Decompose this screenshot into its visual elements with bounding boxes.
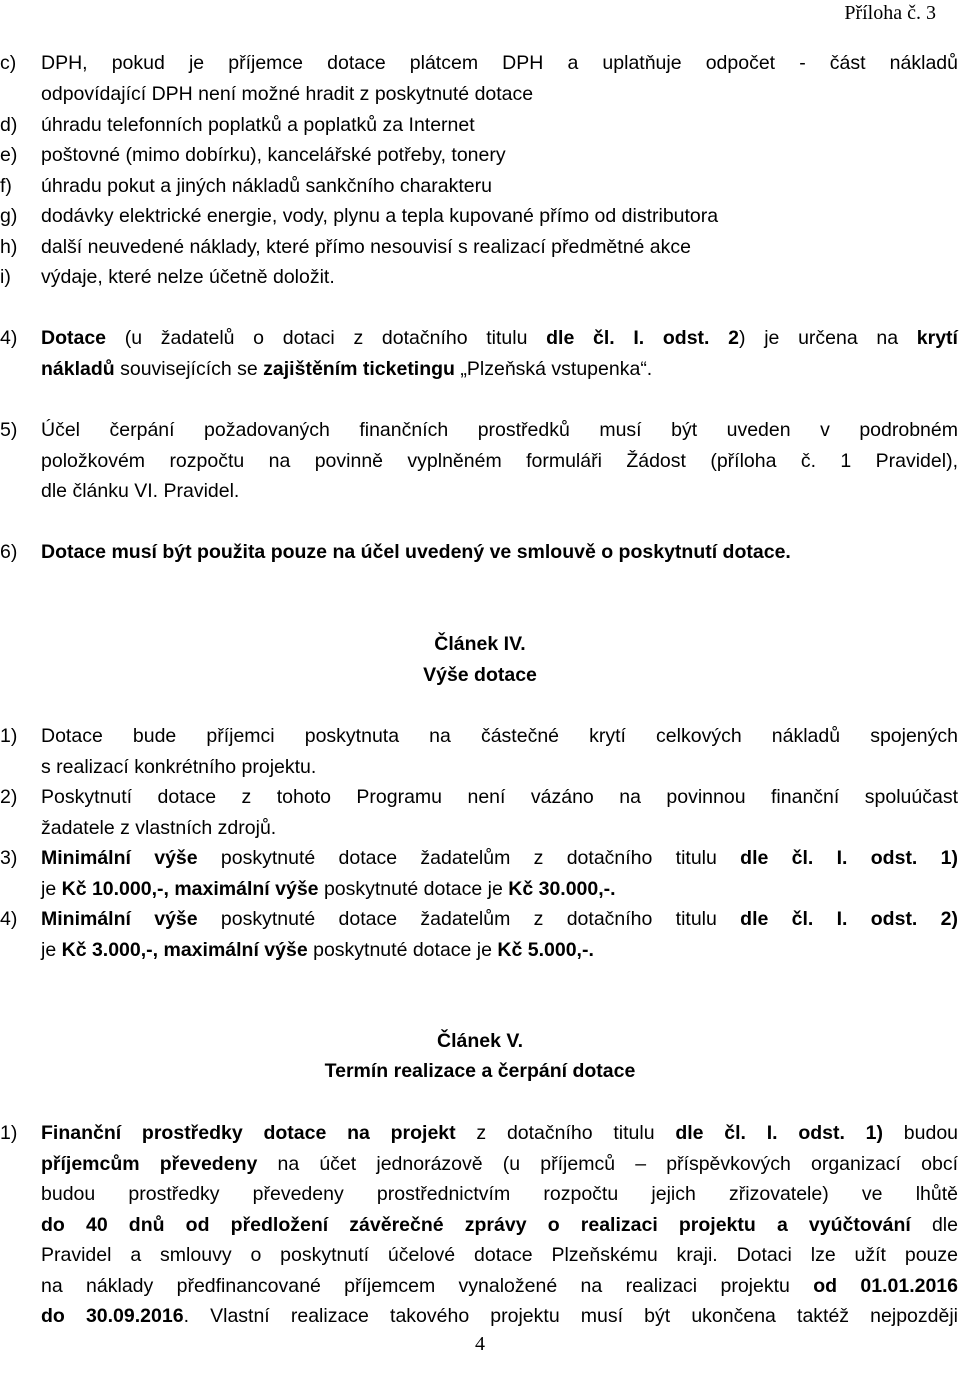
annex-label: Příloha č. 3 <box>844 2 936 24</box>
item-marker: 3) <box>0 847 18 869</box>
list-marker: i) <box>0 266 11 288</box>
paragraph-text <box>41 415 958 507</box>
article-heading: Článek V. <box>437 1030 523 1052</box>
item-marker: 2) <box>0 786 18 808</box>
paragraph-line: nákladů souvisejících se zajištěním ticketingu „Plzeňská vstupenka“. <box>41 357 653 380</box>
item-line: Minimální výše poskytnuté dotace žadatelům z dotačního titulu dle čl. I. odst. 2) <box>41 908 958 930</box>
list-text: poštovné (mimo dobírku), kancelářské potřeby, tonery <box>41 144 506 166</box>
item-line: Poskytnutí dotace z tohoto Programu není vázáno na povinnou finanční spoluúčast <box>41 786 958 808</box>
article-title: Výše dotace <box>423 664 537 686</box>
article-title: Termín realizace a čerpání dotace <box>324 1060 636 1082</box>
list-marker: d) <box>0 114 18 136</box>
paragraph-marker: 6) <box>0 541 18 563</box>
list-text: úhradu telefonních poplatků a poplatků za Internet <box>41 114 475 136</box>
item-line: na náklady předfinancované příjemcem vynaložené na realizaci projektu od 01.01.2016 <box>41 1274 958 1297</box>
paragraph-marker: 5) <box>0 419 18 441</box>
paragraph-line: položkovém rozpočtu na povinně vyplněném formuláři Žádost (příloha č. 1 Pravidel), <box>41 449 958 472</box>
item-marker: 1) <box>0 725 18 747</box>
item-text <box>41 843 958 904</box>
paragraph-line: dle článku VI. Pravidel. <box>41 480 240 502</box>
list-marker: c) <box>0 52 17 74</box>
paragraph-line: Účel čerpání požadovaných finančních prostředků musí být uveden v podrobném <box>41 419 958 441</box>
item-text <box>41 782 958 843</box>
item-line: je Kč 3.000,-, maximální výše poskytnuté dotace je Kč 5.000,-. <box>41 938 594 961</box>
page-number: 4 <box>475 1333 485 1355</box>
item-line: do 40 dnů od předložení závěrečné zprávy o realizaci projektu a vyúčtování dle <box>41 1213 958 1236</box>
list-text: výdaje, které nelze účetně doložit. <box>41 266 335 288</box>
paragraph-line: Dotace (u žadatelů o dotaci z dotačního titulu dle čl. I. odst. 2) je určena na krytí <box>41 327 958 349</box>
list-text: úhradu pokut a jiných nákladů sankčního charakteru <box>41 175 492 197</box>
paragraph-text: Dotace musí být použita pouze na účel uvedený ve smlouvě o poskytnutí dotace. <box>41 541 791 563</box>
list-text: další neuvedené náklady, které přímo nesouvisí s realizací předmětné akce <box>41 236 691 258</box>
item-text <box>41 1118 958 1332</box>
item-text <box>41 721 958 782</box>
list-marker: f) <box>0 175 12 197</box>
list-text-line: DPH, pokud je příjemce dotace plátcem DPH a uplatňuje odpočet - část nákladů <box>41 52 958 74</box>
list-marker: e) <box>0 144 18 166</box>
item-line: Pravidel a smlouvy o poskytnutí účelové dotace Plzeňskému kraji. Dotaci lze užít pouze <box>41 1244 958 1266</box>
item-line: Minimální výše poskytnuté dotace žadatelům z dotačního titulu dle čl. I. odst. 1) <box>41 847 958 869</box>
item-line: budou prostředky převedeny prostřednictvím rozpočtu jejich zřizovatele) ve lhůtě <box>41 1183 958 1205</box>
item-line: žadatele z vlastních zdrojů. <box>41 816 277 839</box>
list-marker: h) <box>0 236 18 258</box>
item-line: Dotace bude příjemci poskytnuta na částečné krytí celkových nákladů spojených <box>41 725 958 747</box>
item-line: je Kč 10.000,-, maximální výše poskytnuté dotace je Kč 30.000,-. <box>41 877 616 900</box>
item-marker: 4) <box>0 908 18 930</box>
paragraph-text <box>41 323 958 384</box>
list-marker: g) <box>0 205 18 227</box>
item-text <box>41 904 958 965</box>
item-line: Finanční prostředky dotace na projekt z dotačního titulu dle čl. I. odst. 1) budou <box>41 1122 959 1144</box>
item-line: do 30.09.2016. Vlastní realizace takového projektu musí být ukončena taktéž nejpozději <box>41 1305 959 1327</box>
list-text: dodávky elektrické energie, vody, plynu a tepla kupované přímo od distributora <box>41 205 719 227</box>
item-line: s realizací konkrétního projektu. <box>41 755 317 778</box>
item-marker: 1) <box>0 1122 18 1144</box>
paragraph-marker: 4) <box>0 327 18 349</box>
list-text-line: odpovídající DPH není možné hradit z poskytnuté dotace <box>41 82 534 105</box>
article-heading: Článek IV. <box>434 633 526 655</box>
list-text <box>41 48 958 109</box>
item-line: příjemcům převedeny na účet jednorázově (u příjemců – příspěvkových organizací obcí <box>41 1152 958 1175</box>
